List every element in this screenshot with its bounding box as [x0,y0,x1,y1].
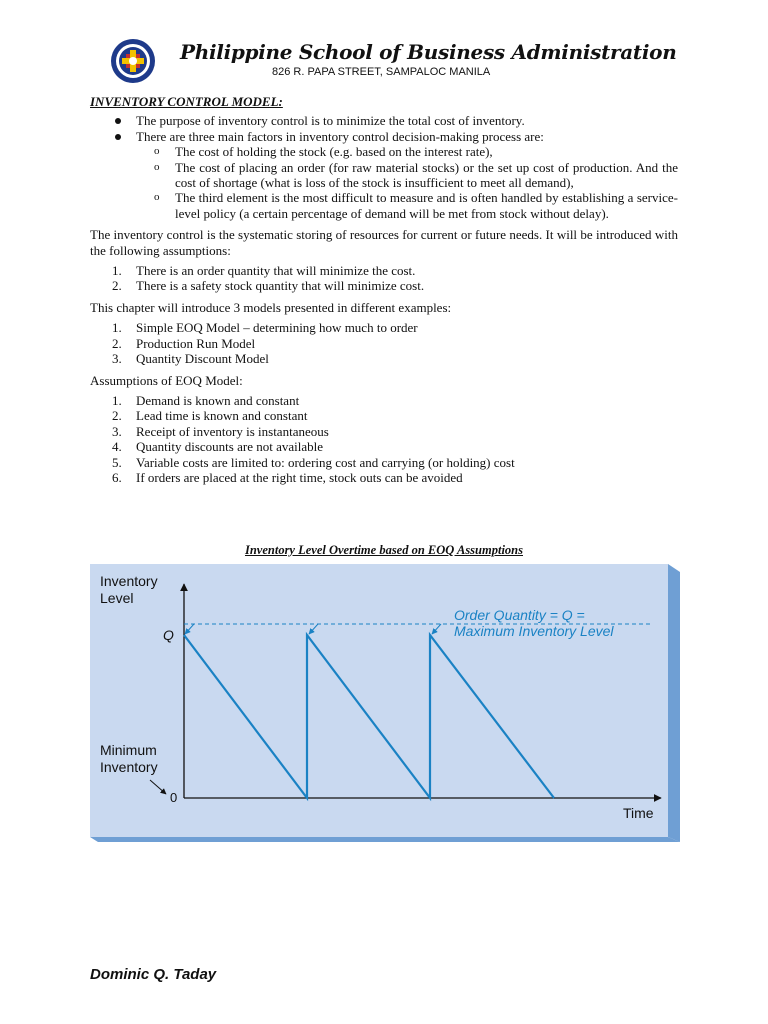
min-inventory-label-line1: Minimum [100,742,157,758]
paragraph-chapter-intro: This chapter will introduce 3 models presented in different examples: [90,299,452,315]
list-item: 3. Receipt of inventory is instantaneous [112,423,329,439]
eoq-assumptions-list [90,393,678,485]
sub-bullet-text: The cost of holding the stock (e.g. based on the interest rate), [175,144,493,160]
x-axis-label: Time [623,805,654,821]
list-item-text: If orders are placed at the right time, stock outs can be avoided [136,469,463,485]
list-item [90,144,678,159]
list-item [90,113,678,128]
list-item-text: Receipt of inventory is instantaneous [136,423,329,439]
list-item [90,129,678,144]
list-item: 2. Lead time is known and constant [112,408,308,424]
sub-bullet-icon: o [154,191,160,204]
bullet-icon [115,134,121,140]
sub-bullet-icon: o [154,145,160,158]
school-seal-logo [108,38,158,84]
list-item-text: Variable costs are limited to: ordering cost and carrying (or holding) cost [136,454,515,470]
list-item: 1. Simple EOQ Model – determining how much to order [112,320,418,336]
paragraph-inventory-control: The inventory control is the systematic storing of resources for current or future needs. It will be introduced with the following assumptions: [90,227,678,258]
sub-bullet-icon: o [154,160,160,173]
sub-bullet-text: The third element is the most difficult to measure and is often handled by establishing a service-level policy (a certain percentage of demand will be met from stock without delay). [175,190,678,221]
list-item [90,160,678,191]
y-axis-label-line1: Inventory [100,573,158,589]
school-address: 826 R. PAPA STREET, SAMPALOC MANILA [272,66,491,78]
assumptions-list [90,263,678,294]
list-item: 6. If orders are placed at the right time, stock outs can be avoided [112,469,463,485]
bullet-text: The purpose of inventory control is to minimize the total cost of inventory. [136,113,525,129]
list-item-text: Quantity discounts are not available [136,439,324,455]
chart-shadow-bottom [90,837,680,842]
paragraph-eoq-assumptions: Assumptions of EOQ Model: [90,372,243,388]
y-tick-zero: 0 [170,790,178,805]
list-item-text: There is an order quantity that will minimize the cost. [136,263,416,279]
page-header [0,0,768,90]
list-item-text: Lead time is known and constant [136,408,308,424]
eoq-inventory-chart [88,562,680,842]
annotation-line2: Maximum Inventory Level [454,623,614,639]
section-title: INVENTORY CONTROL MODEL: [90,94,283,109]
list-item-text: There is a safety stock quantity that will minimize cost. [136,278,425,294]
author-name: Dominic Q. Taday [90,966,217,983]
y-axis-label-line2: Level [100,590,134,606]
sub-bullet-list [90,144,678,221]
list-item-text: Simple EOQ Model – determining how much to order [136,320,418,336]
bullet-text: There are three main factors in inventory control decision-making process are: [136,128,544,144]
list-item: 1. Demand is known and constant [112,392,300,408]
list-item-text: Quantity Discount Model [136,351,269,367]
bullet-list [90,113,678,144]
list-item: 2. Production Run Model [112,335,256,351]
chart-shadow-right [668,564,680,842]
list-item: 3. Quantity Discount Model [112,351,269,367]
list-item: 5. Variable costs are limited to: ordering cost and carrying (or holding) cost [112,454,515,470]
chart-caption: Inventory Level Overtime based on EOQ Assumptions [244,543,523,557]
models-list [90,320,678,366]
list-item-text: Production Run Model [136,335,256,351]
list-item: 4. Quantity discounts are not available [112,439,324,455]
school-name: Philippine School of Business Administration [180,40,677,64]
list-item: 1. There is an order quantity that will minimize the cost. [112,263,416,279]
annotation-line1: Order Quantity = Q = [454,607,585,623]
bullet-icon [115,118,121,124]
document-body [90,94,678,485]
min-inventory-label-line2: Inventory [100,759,158,775]
list-item: 2. There is a safety stock quantity that will minimize cost. [112,278,425,294]
y-tick-q: Q [163,627,174,643]
list-item-text: Demand is known and constant [136,392,300,408]
list-item [90,190,678,221]
sub-bullet-text: The cost of placing an order (for raw material stocks) or the set up cost of production. And the cost of shortage (what is loss of the stock is insufficient to meet all demand), [175,159,678,191]
